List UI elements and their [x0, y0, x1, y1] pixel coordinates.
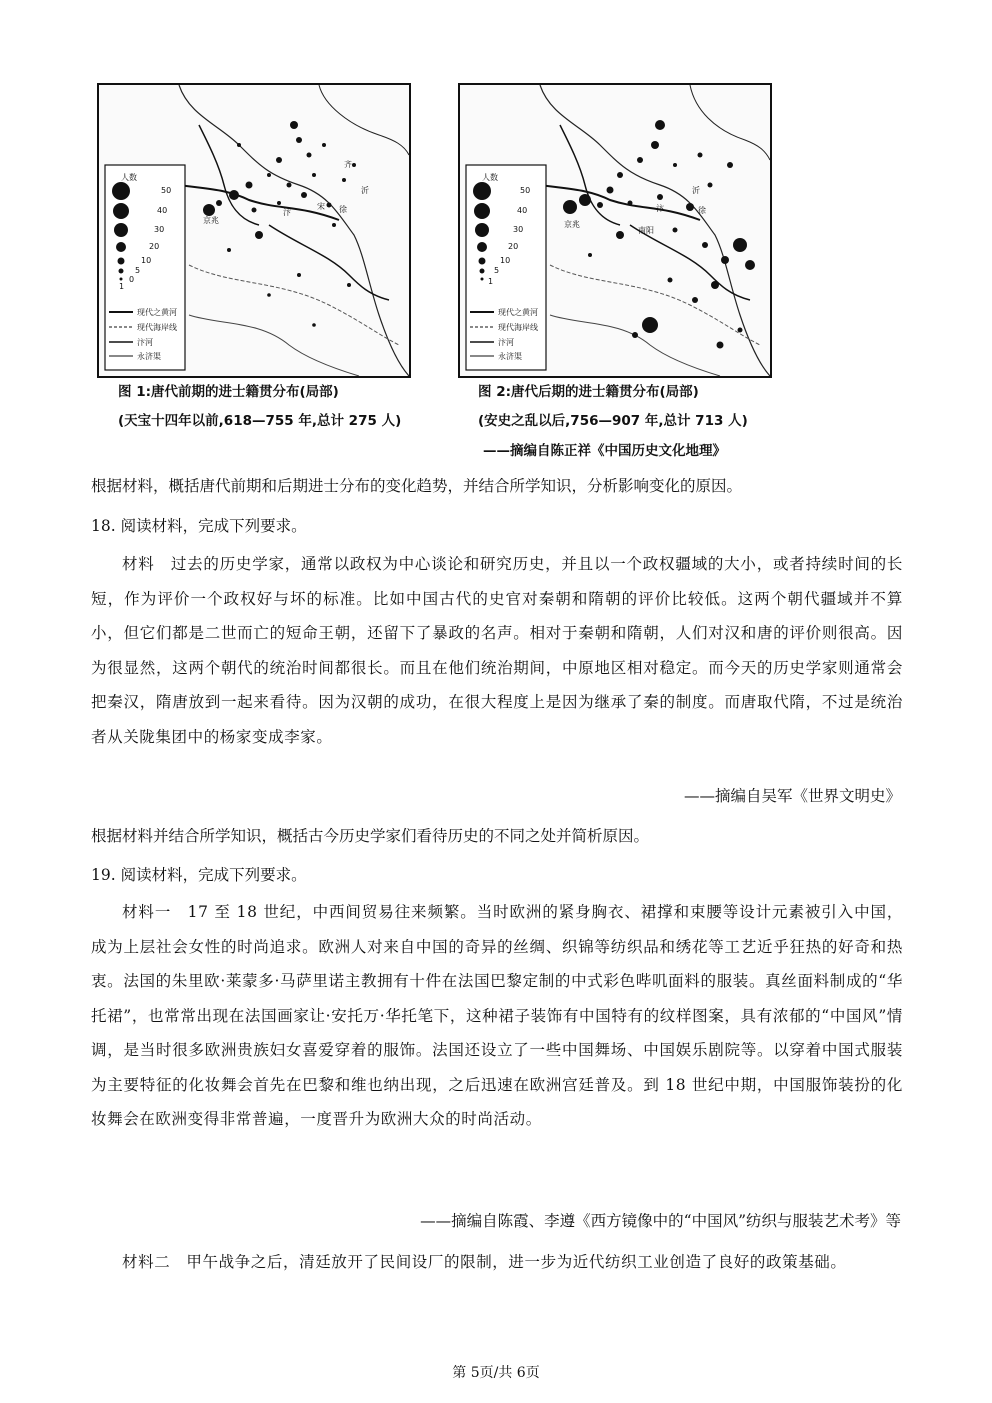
terrain-line: [550, 315, 720, 376]
legend-value-5: 10: [141, 256, 152, 265]
q19-material-1: 材料一 17 至 18 世纪，中西间贸易往来频繁。当时欧洲的紧身胸衣、裙撑和束腰等设计元素被引入中国，成为上层社会女性的时尚追求。欧洲人对来自中国的奇异的丝绸、织锦等纺织品和绣花等工艺近乎狂热的好奇和热衷。法国的朱里欧·莱蒙多·马萨里诺主教拥有十件在法国巴黎定制的中式彩色哔叽面料的服装。真丝面料制成的“华托裙”，也常常出现在法国画家让·安托万·华托笔下，这种裙子装饰有中国特有的纹样图案，具有浓郁的“中国风”情调，是当时很多欧洲贵族妇女喜爱穿着的服饰。法国还设立了一些中国舞场、中国娱乐剧院等。以穿着中国式服装为主要特征的化妆舞会首先在巴黎和维也纳出现，之后迅速在欧洲宫廷普及。到 18 世纪中期，中国服饰装扮的化妆舞会在欧洲变得非常普遍，一度晋升为欧洲大众的时尚活动。: [91, 903, 903, 1128]
q19-material-2: 材料二 甲午战争之后，清廷放开了民间设厂的限制，进一步为近代纺织工业创造了良好的政策基础。: [122, 1253, 847, 1271]
yellow-river: [520, 180, 700, 220]
city-label: 徐: [339, 205, 347, 214]
legend-line-3: 汴河: [498, 338, 514, 347]
city-label: 沂: [692, 186, 700, 195]
city-label: 京兆: [564, 220, 580, 229]
q18-material: 材料 过去的历史学家，通常以政权为中心谈论和研究历史，并且以一个政权疆域的大小，或者持续时间的长短，作为评价一个政权好与坏的标准。比如中国古代的史官对秦朝和隋朝的评价比较低。这两个朝代疆域并不算小，但它们都是二世而亡的短命王朝，还留下了暴政的名声。相对于秦朝和隋朝，人们对汉和唐的评价则很高。因为很显然，这两个朝代的统治时间都很长。而且在他们统治期间，中原地区相对稳定。而今天的历史学家则通常会把秦汉，隋唐放到一起来看待。因为汉朝的成功，在很大程度上是因为继承了秦的制度。而唐取代隋，不过是统治者从关陇集团中的杨家变成李家。: [91, 555, 903, 746]
figure-1-caption-title: 图 1:唐代前期的进士籍贯分布(局部): [118, 384, 339, 400]
legend-value-1: 50: [520, 186, 531, 195]
q19-source-1: ——摘编自陈霞、李遵《西方镜像中的“中国风”纺织与服装艺术考》等: [420, 1212, 901, 1230]
legend-line-2: 现代海岸线: [498, 323, 538, 332]
q18-source: ——摘编自吴军《世界文明史》: [683, 787, 901, 805]
map-1-svg: [99, 85, 409, 376]
city-label: 京兆: [203, 216, 219, 225]
legend-title: 人数: [121, 173, 137, 182]
q17-prompt: 根据材料，概括唐代前期和后期进士分布的变化趋势，并结合所学知识，分析影响变化的原因。: [91, 477, 743, 495]
city-label: 齐: [344, 160, 352, 169]
city-label: 汴: [656, 204, 664, 213]
figure-1-map: [97, 83, 411, 378]
figure-2-caption-sub: (安史之乱以后,756—907 年,总计 713 人): [478, 413, 748, 429]
legend-value-7: 1: [488, 277, 494, 286]
page-footer: 第 5页/共 6页: [452, 1365, 540, 1381]
legend-line-2: 现代海岸线: [137, 323, 177, 332]
legend-value-1: 50: [161, 186, 172, 195]
data-dots: [563, 120, 755, 349]
city-label: 徐: [698, 206, 706, 215]
terrain-line: [189, 315, 359, 376]
coastline: [540, 85, 770, 376]
city-label: 沂: [361, 186, 369, 195]
legend-value-7: 0: [129, 275, 135, 284]
legend-line-3: 汴河: [137, 338, 153, 347]
data-dots: [203, 121, 356, 327]
legend-value-8: 1: [119, 282, 125, 291]
q18-prompt: 根据材料并结合所学知识，概括古今历史学家们看待历史的不同之处并简析原因。: [91, 827, 650, 845]
figure-2-caption-title: 图 2:唐代后期的进士籍贯分布(局部): [478, 384, 699, 400]
figure-source: ——摘编自陈正祥《中国历史文化地理》: [483, 443, 726, 459]
legend-title: 人数: [482, 173, 498, 182]
legend-value-6: 5: [494, 266, 500, 275]
legend-value-6: 5: [135, 266, 141, 275]
legend-line-1: 现代之黄河: [137, 308, 177, 317]
map-2-svg: [460, 85, 770, 376]
legend-line-4: 永济渠: [498, 352, 522, 361]
legend-value-2: 40: [157, 206, 168, 215]
q19-heading: 19. 阅读材料，完成下列要求。: [91, 866, 307, 884]
legend-value-5: 10: [500, 256, 511, 265]
legend-line-4: 永济渠: [137, 352, 161, 361]
city-label: 汴: [283, 208, 291, 217]
coastline-north: [690, 85, 770, 160]
city-label: 宋: [317, 202, 325, 211]
coastline-north: [319, 85, 409, 155]
figure-1-caption-sub: (天宝十四年以前,618—755 年,总计 275 人): [118, 413, 402, 429]
city-label: 南阳: [638, 226, 654, 235]
figure-2-map: [458, 83, 772, 378]
legend-line-1: 现代之黄河: [498, 308, 538, 317]
q18-heading: 18. 阅读材料，完成下列要求。: [91, 517, 307, 535]
legend-value-3: 30: [513, 225, 524, 234]
legend-value-4: 20: [149, 242, 160, 251]
legend-value-4: 20: [508, 242, 519, 251]
legend-value-3: 30: [154, 225, 165, 234]
legend-value-2: 40: [517, 206, 528, 215]
